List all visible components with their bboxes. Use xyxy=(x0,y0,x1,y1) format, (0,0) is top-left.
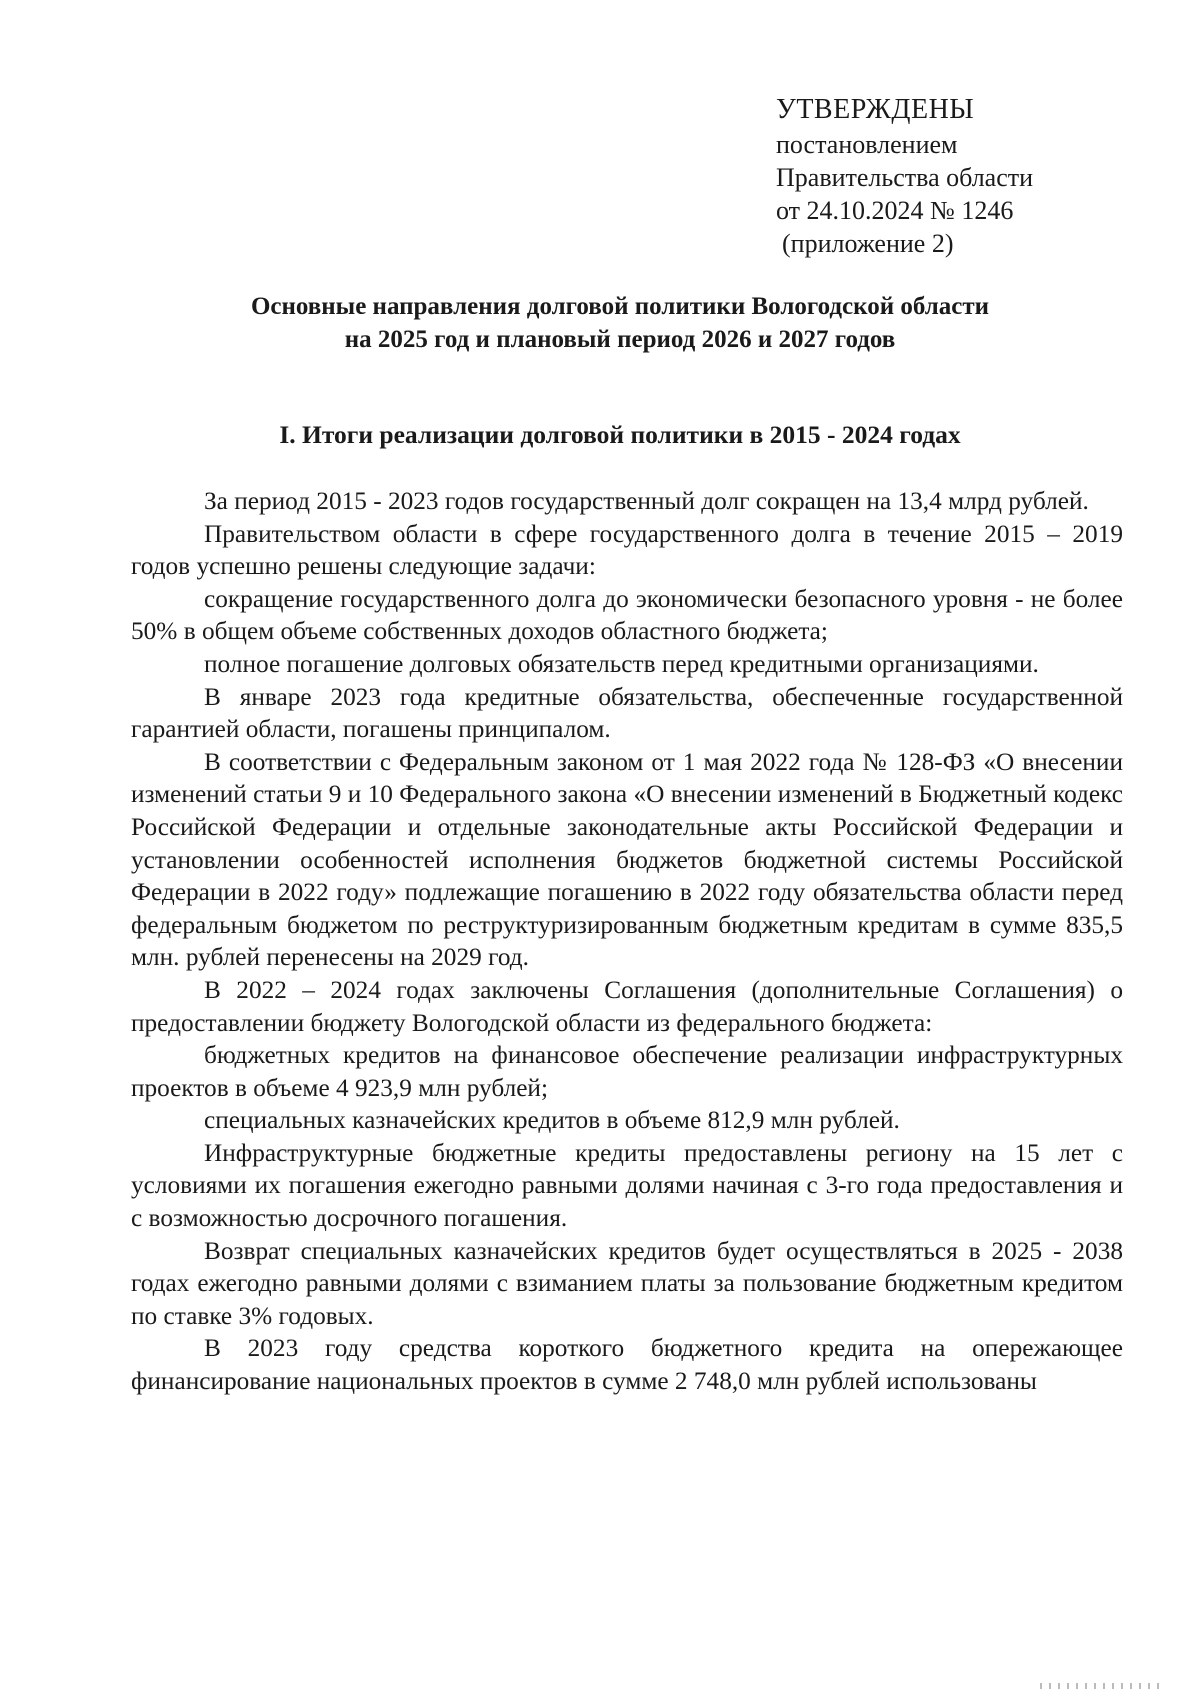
document-title xyxy=(120,290,1120,356)
paragraph: полное погашение долговых обязательств перед кредитными организациями. xyxy=(204,649,1039,678)
approval-stamp-block xyxy=(776,92,1176,260)
paragraph: Возврат специальных казначейских кредитов будет осуществляться в 2025 - 2038 годах ежегодно равными долями с взиманием платы за пользование бюджетным кредитом по ставке 3% годовых. xyxy=(131,1236,1123,1330)
approval-heading: УТВЕРЖДЕНЫ xyxy=(776,94,975,125)
document-title-line-1: Основные направления долговой политики Вологодской области xyxy=(250,293,990,320)
approval-line-4: (приложение 2) xyxy=(782,229,954,258)
paragraph: В соответствии с Федеральным законом от 1 мая 2022 года № 128-ФЗ «О внесении изменений статьи 9 и 10 Федерального закона «О внесении изменений в Бюджетный кодекс Российской Федерации и отдельные законодательные акты Российской Федерации и установлении особенностей исполнения бюджетов бюджетной системы Российской Федерации в 2022 году» подлежащие погашению в 2022 году обязательства области перед федеральным бюджетом по реструктуризированным бюджетным кредитам в сумме 835,5 млн. рублей перенесены на 2029 год. xyxy=(131,747,1123,972)
document-title-line-2: на 2025 год и плановый период 2026 и 2027 годов xyxy=(344,326,896,353)
paragraph: В январе 2023 года кредитные обязательства, обеспеченные государственной гарантией области, погашены принципалом. xyxy=(131,682,1123,744)
paragraph: бюджетных кредитов на финансовое обеспечение реализации инфраструктурных проектов в объеме 4 923,9 млн рублей; xyxy=(131,1041,1123,1102)
paragraph: Инфраструктурные бюджетные кредиты предоставлены региону на 15 лет с условиями их погашения ежегодно равными долями начиная с 3-го года предоставления и с возможностью досрочного погашения. xyxy=(131,1138,1123,1233)
document-body xyxy=(131,485,1123,1398)
approval-line-1: постановлением xyxy=(776,130,958,159)
paragraph: Правительством области в сфере государственного долга в течение 2015 – 2019 годов успешно решены следующие задачи: xyxy=(131,519,1123,581)
section-heading: I. Итоги реализации долговой политики в 2015 - 2024 годах xyxy=(279,420,961,449)
approval-line-2: Правительства области xyxy=(776,163,1034,192)
approval-line-3: от 24.10.2024 № 1246 xyxy=(776,196,1014,225)
paragraph: В 2023 году средства короткого бюджетного кредита на опережающее финансирование национальных проектов в сумме 2 748,0 млн рублей использованы xyxy=(131,1334,1123,1396)
paragraph: специальных казначейских кредитов в объеме 812,9 млн рублей. xyxy=(204,1106,900,1135)
paragraph: сокращение государственного долга до экономически безопасного уровня - не более 50% в общем объеме собственных доходов областного бюджета; xyxy=(131,584,1123,646)
scan-artifact xyxy=(1040,1683,1160,1689)
paragraph: За период 2015 - 2023 годов государственный долг сокращен на 13,4 млрд рублей. xyxy=(204,487,1089,515)
paragraph: В 2022 – 2024 годах заключены Соглашения (дополнительные Соглашения) о предоставлении бюджету Вологодской области из федерального бюджета: xyxy=(131,975,1123,1037)
